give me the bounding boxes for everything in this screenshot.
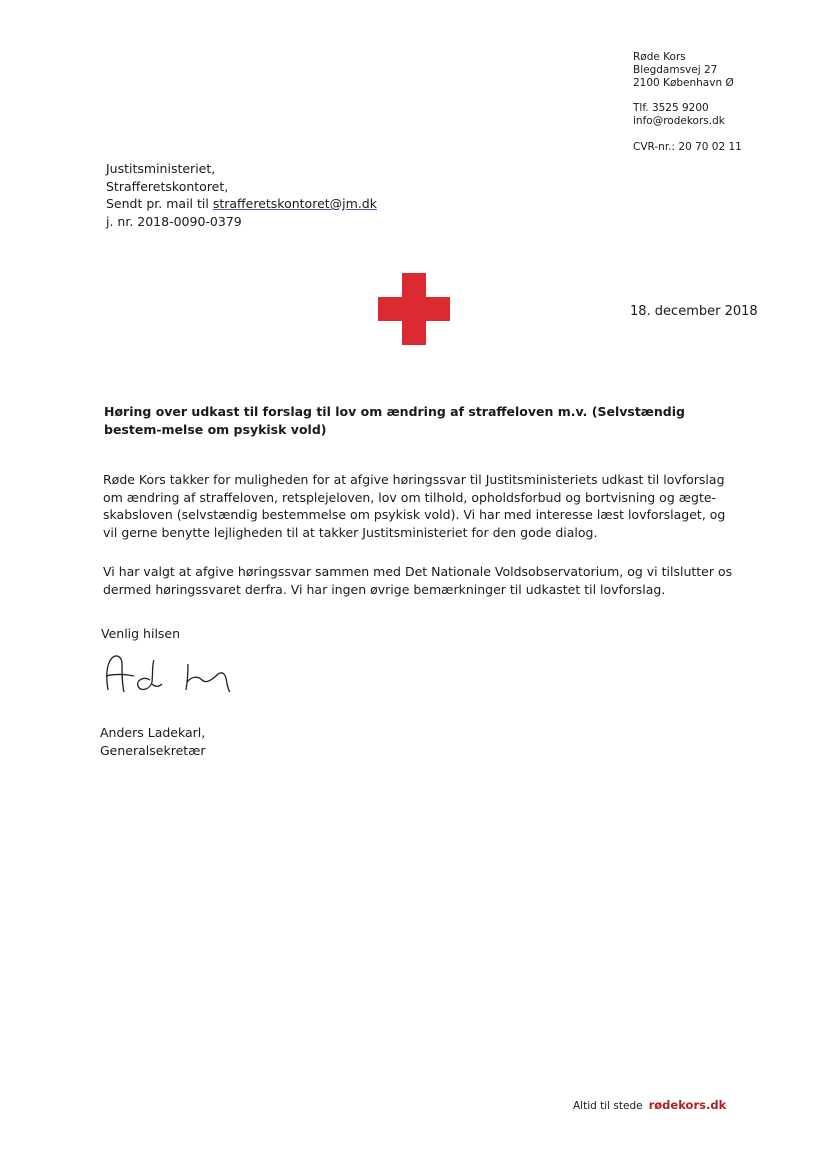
signer-name: Anders Ladekarl, xyxy=(100,725,206,740)
closing-greeting: Venlig hilsen xyxy=(101,626,181,641)
recipient-block xyxy=(106,160,377,230)
sender-address-block xyxy=(633,51,742,154)
letter-date: 18. december 2018 xyxy=(630,304,758,319)
footer xyxy=(573,1098,726,1112)
subject-heading: Høring over udkast til forslag til lov om ændring af straffeloven m.v. (Selvstændig bestem-melse om psykisk vold) xyxy=(104,404,685,437)
sender-city: 2100 København Ø xyxy=(633,77,734,89)
sender-phone: Tlf. 3525 9200 xyxy=(633,102,709,114)
signer-block xyxy=(100,724,206,760)
signer-title: Generalsekretær xyxy=(100,743,206,758)
body-paragraph-1: Røde Kors takker for muligheden for at afgive høringssvar til Justitsministeriets udkast til lovforslag om ændring af straffeloven, retsplejeloven, lov om tilhold, opholdsforbud og bortvisning og ægte-skabsloven (selvstændig bestemmelse om psykisk vold). Vi har med interesse læst lovforslaget, og vil gerne benytte lejligheden til at takker Justitsministeriet for den gode dialog. xyxy=(103,472,726,540)
footer-tagline: Altid til stede xyxy=(573,1100,643,1112)
mail-prefix: Sendt pr. mail til xyxy=(106,196,213,211)
sender-email: info@rodekors.dk xyxy=(633,115,725,127)
body-paragraph-2: Vi har valgt at afgive høringssvar sammen med Det Nationale Voldsobservatorium, og vi tilslutter os dermed høringssvaret derfra. Vi har ingen øvrige bemærkninger til udkastet til lovforslag. xyxy=(103,564,733,597)
sender-street: Blegdamsvej 27 xyxy=(633,64,718,76)
recipient-ministry: Justitsministeriet, xyxy=(106,161,216,176)
recipient-office: Strafferetskontoret, xyxy=(106,178,229,194)
recipient-mail-line xyxy=(106,195,377,213)
sender-cvr: CVR-nr.: 20 70 02 11 xyxy=(633,141,742,153)
red-cross-icon xyxy=(378,273,450,345)
footer-website: rødekors.dk xyxy=(648,1098,727,1112)
sender-name: Røde Kors xyxy=(633,51,686,63)
handwritten-signature-icon xyxy=(100,650,250,700)
recipient-email-link[interactable]: strafferetskontoret@jm.dk xyxy=(212,196,377,211)
journal-number: j. nr. 2018-0090-0379 xyxy=(106,213,242,229)
